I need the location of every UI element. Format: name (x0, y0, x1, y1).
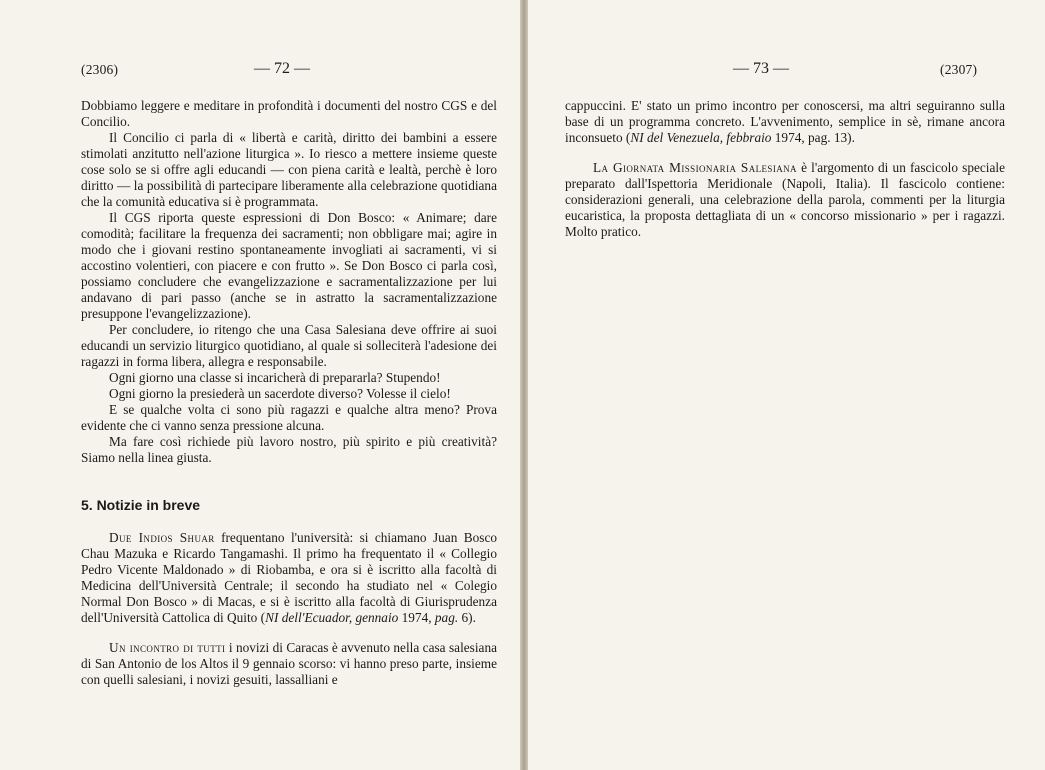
paragraph: Il Concilio ci parla di « libertà e carità, diritto dei bambini a essere stimolati anzitutto nell'azione liturgica ». Io riesco a mettere insieme queste cose solo se si offre agli educandi — con piena carità e lealtà, perchè è loro diritto — la possibilità di partecipare liberamente alla celebrazione quotidiana che la comunità educativa si è programmata. (81, 130, 497, 209)
left-page-code: (2306) (81, 62, 119, 77)
news-lead: Un incontro di tutti (109, 640, 226, 655)
citation: NI del Venezuela, febbraio (630, 130, 772, 145)
paragraph: E se qualche volta ci sono più ragazzi e qualche altra meno? Prova evidente che ci vanno senza pressione alcuna. (81, 402, 497, 433)
news-item-giornata-missionaria: La Giornata Missionaria Salesiana è l'argomento di un fascicolo speciale preparato dall'Ispettoria Meridionale (Napoli, Italia). Il fascicolo contiene: considerazioni generali, una celebrazione della parola, commenti per la liturgia eucaristica, la proposta dettagliata di un « concorso missionario » per i ragazzi. Molto pratico. (565, 160, 1005, 239)
news-lead: La Giornata Missionaria Salesiana (593, 160, 797, 175)
paragraph: Ogni giorno la presiederà un sacerdote diverso? Volesse il cielo! (109, 386, 451, 401)
left-body-text (81, 98, 497, 466)
news-block (81, 530, 497, 688)
news-lead: Due Indios Shuar (109, 530, 215, 545)
right-page (528, 0, 1045, 770)
paragraph: Dobbiamo leggere e meditare in profondità i documenti del nostro CGS e del Concilio. (81, 98, 497, 129)
paragraph: Ma fare così richiede più lavoro nostro, più spirito e più creatività? Siamo nella linea giusta. (81, 434, 497, 465)
news-item-incontro: Un incontro di tutti i novizi di Caracas è avvenuto nella casa salesiana di San Antonio de los Altos il 9 gennaio scorso: vi hanno preso parte, insieme con quelli salesiani, i novizi gesuiti, lassalliani e (81, 640, 497, 687)
paragraph: cappuccini. E' stato un primo incontro per conoscersi, ma altri seguiranno sulla base di un programma concreto. L'avvenimento, semplice in sè, rimane ancora inconsueto (NI del Venezuela, febbraio 1974, pag. 13). (565, 98, 1005, 145)
book-gutter (520, 0, 528, 770)
left-page (0, 0, 520, 770)
right-page-number: — 73 — (733, 60, 789, 77)
paragraph: Il CGS riporta queste espressioni di Don Bosco: « Animare; dare comodità; facilitare la frequenza dei sacramenti; non obbligare mai; agire in modo che i giovani restino spontaneamente invogliati ai sacramenti, vi si accostino volentieri, con piacere e con frutto ». Se Don Bosco ci parla così, possiamo concludere che evangelizzazione e sacramentalizzazione per lui andavano di pari passo (anche se in astratto la sacramentalizzazione presuppone l'evangelizzazione). (81, 210, 497, 321)
right-page-code: (2307) (940, 62, 978, 77)
citation: NI dell'Ecuador, gennaio (265, 610, 399, 625)
paragraph: Per concludere, io ritengo che una Casa Salesiana deve offrire ai suoi educandi un servizio liturgico quotidiano, al quale si solleciterà l'adesione dei ragazzi in forma libera, allegra e responsabile. (81, 322, 497, 369)
right-body-text (565, 98, 1005, 240)
news-item-indios-shuar: Due Indios Shuar frequentano l'università: si chiamano Juan Bosco Chau Mazuka e Ricardo Tangamashi. Il primo ha frequentato il « Collegio Pedro Vicente Maldonado » di Riobamba, e ora si è iscritto alla facoltà di Medicina dell'Università Centrale; il secondo ha studiato nel « Colegio Normal Don Bosco » di Macas, e si è iscritto alla facoltà di Giurisprudenza dell'Università Cattolica di Quito (NI dell'Ecuador, gennaio 1974, pag. 6). (81, 530, 497, 625)
section-heading: 5. Notizie in breve (81, 497, 201, 513)
paragraph: Ogni giorno una classe si incaricherà di prepararla? Stupendo! (109, 370, 441, 385)
left-page-number: — 72 — (254, 60, 310, 77)
